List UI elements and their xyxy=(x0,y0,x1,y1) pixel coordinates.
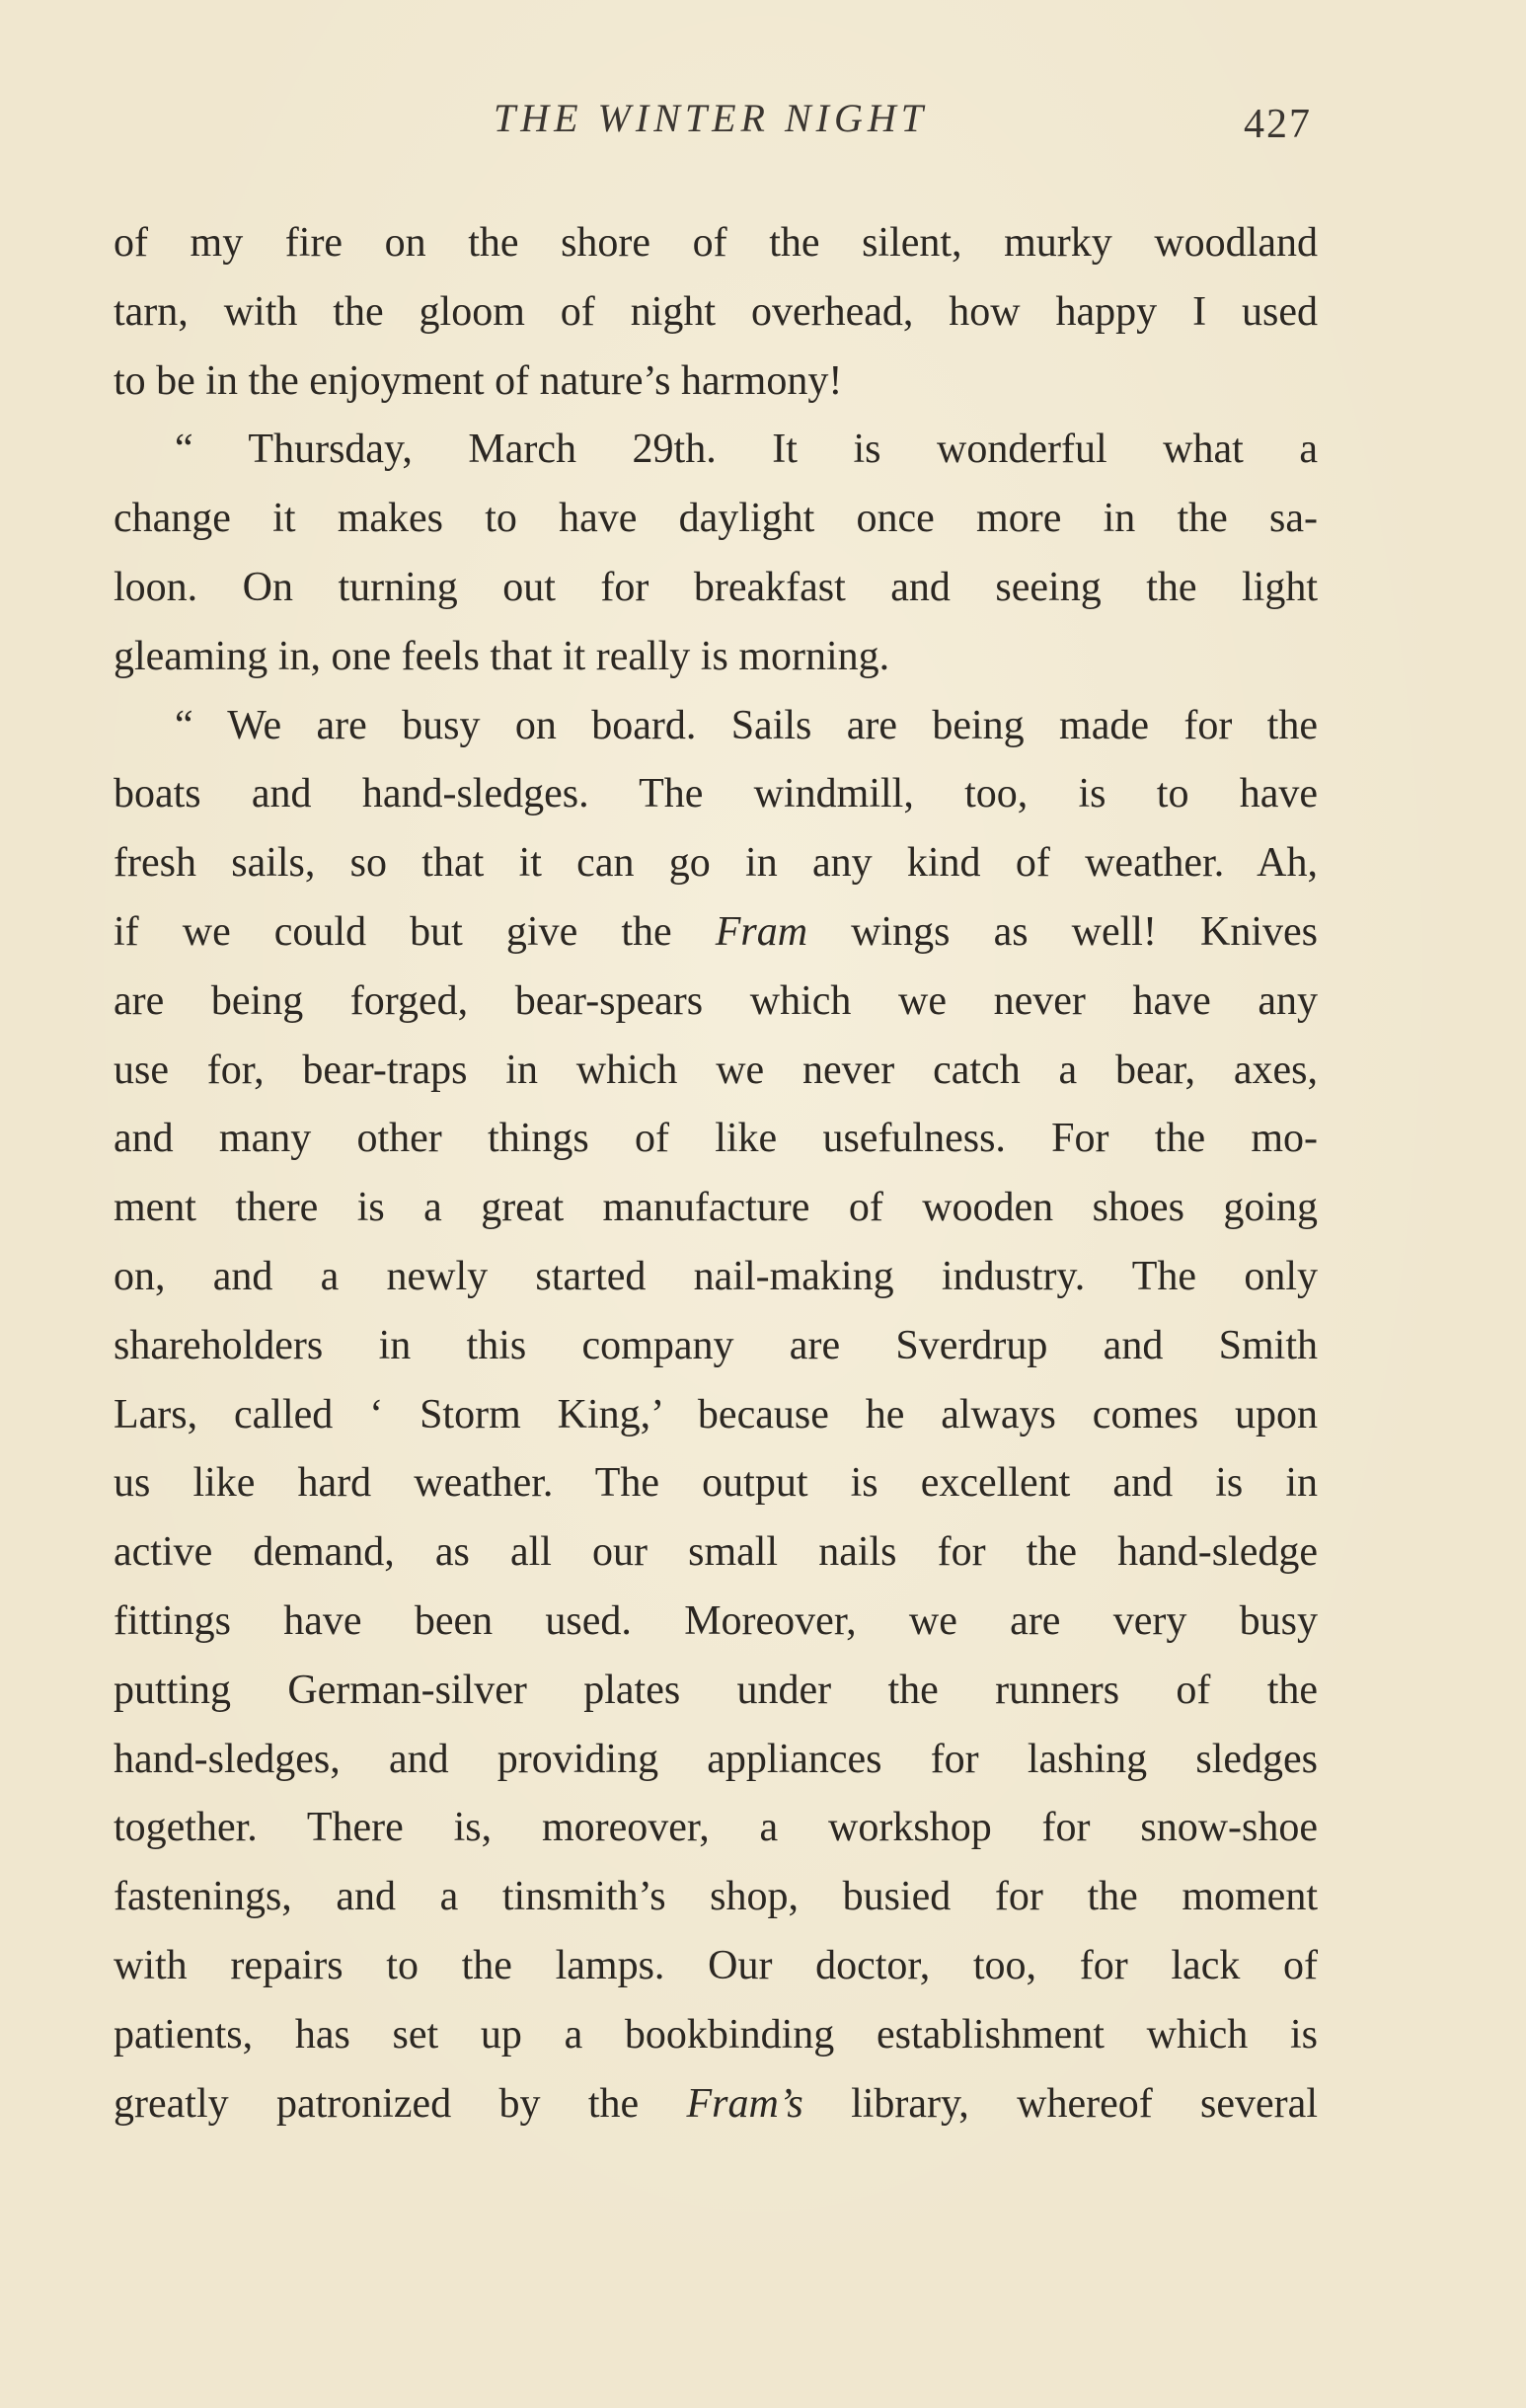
text-segment: wings as well! Knives xyxy=(807,908,1318,955)
text-line: “ We are busy on board. Sails are being made for the xyxy=(175,702,1318,748)
text-line: patients, has set up a bookbinding establishment which is xyxy=(114,2011,1318,2058)
text-line: on, and a newly started nail-making industry. The only xyxy=(114,1253,1318,1299)
body-text xyxy=(114,209,1318,2138)
text-line xyxy=(114,2070,1318,2139)
text-line: of my fire on the shore of the silent, murky woodland xyxy=(114,220,1318,266)
text-segment: if we could but give the xyxy=(114,908,716,955)
text-line: and many other things of like usefulness. For the mo- xyxy=(114,1116,1318,1162)
text-line: with repairs to the lamps. Our doctor, too, for lack of xyxy=(114,1942,1318,1988)
text-line: to be in the enjoyment of nature’s harmony! xyxy=(114,357,843,404)
text-line: change it makes to have daylight once more in the sa- xyxy=(114,496,1318,542)
text-line: are being forged, bear-spears which we never have any xyxy=(114,977,1318,1024)
text-line: hand-sledges, and providing appliances for lashing sledges xyxy=(114,1736,1318,1782)
text-line: putting German-silver plates under the runners of the xyxy=(114,1667,1318,1713)
text-line: Lars, called ‘ Storm King,’ because he always comes upon xyxy=(114,1391,1318,1437)
running-title: THE WINTER NIGHT xyxy=(493,96,929,140)
text-line: gleaming in, one feels that it really is morning. xyxy=(114,633,890,679)
text-line: loon. On turning out for breakfast and seeing the light xyxy=(114,564,1318,610)
text-line: active demand, as all our small nails for the hand-sledge xyxy=(114,1529,1318,1576)
text-line: us like hard weather. The output is excellent and is in xyxy=(114,1460,1318,1507)
text-line: use for, bear-traps in which we never catch a bear, axes, xyxy=(114,1047,1318,1093)
text-line: “ Thursday, March 29th. It is wonderful what a xyxy=(175,427,1318,473)
text-line: fresh sails, so that it can go in any kind of weather. Ah, xyxy=(114,840,1318,887)
text-segment: greatly patronized by the xyxy=(114,2080,687,2127)
text-line: shareholders in this company are Sverdrup and Smith xyxy=(114,1322,1318,1368)
page-number: 427 xyxy=(1244,102,1312,147)
text-line: tarn, with the gloom of night overhead, how happy I used xyxy=(114,288,1318,335)
text-line: together. There is, moreover, a workshop for snow-shoe xyxy=(114,1805,1318,1851)
italic-ship-name: Fram xyxy=(715,908,808,955)
text-line: fastenings, and a tinsmith’s shop, busied for the moment xyxy=(114,1874,1318,1920)
text-line: boats and hand-sledges. The windmill, too, is to have xyxy=(114,771,1318,817)
text-line xyxy=(114,898,1318,968)
text-segment: library, whereof several xyxy=(802,2080,1318,2127)
italic-ship-name: Fram’s xyxy=(686,2080,803,2127)
text-line: ment there is a great manufacture of wooden shoes going xyxy=(114,1185,1318,1231)
text-line: fittings have been used. Moreover, we are very busy xyxy=(114,1597,1318,1644)
